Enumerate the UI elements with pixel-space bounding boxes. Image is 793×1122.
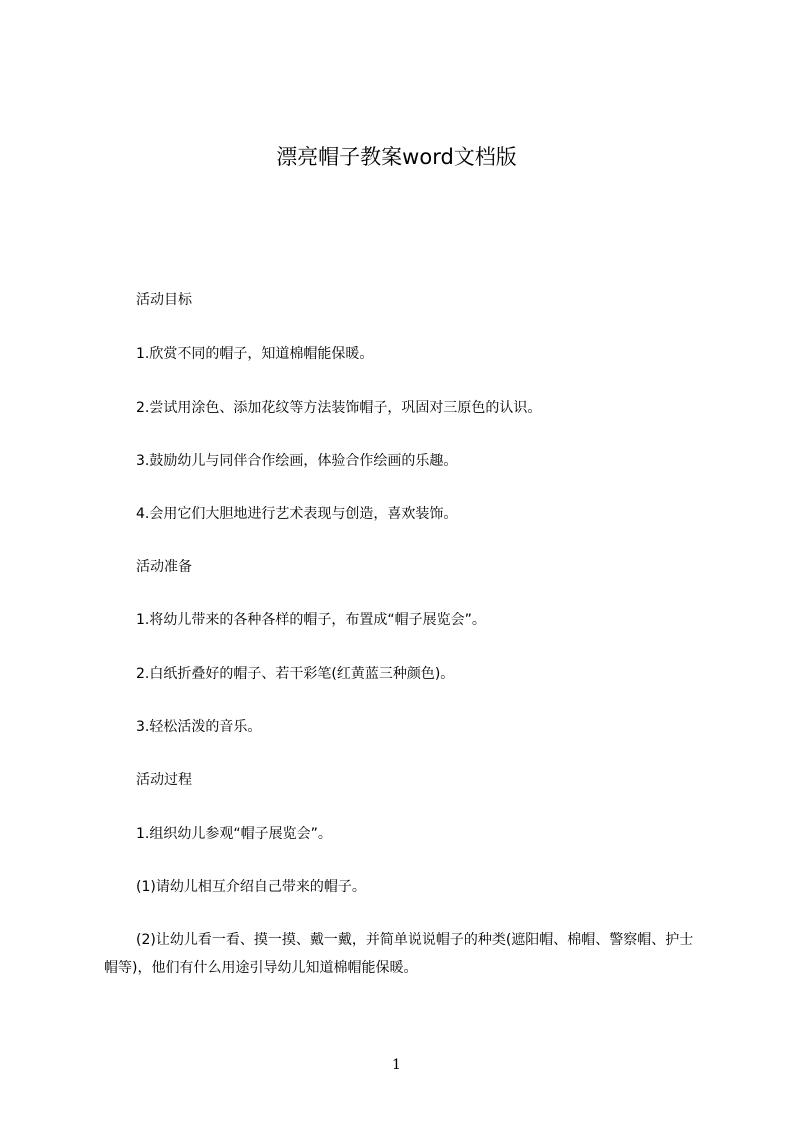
paragraph: (2)让幼儿看一看、摸一摸、戴一戴，并简单说说帽子的种类(遮阳帽、棉帽、警察帽、护士帽等)，他们有什么用途引导幼儿知道棉帽能保暖。 (104, 932, 694, 976)
section-heading-preparation: 活动准备 (136, 559, 192, 575)
paragraph: (1)请幼儿相互介绍自己带来的帽子。 (136, 879, 366, 895)
paragraph: 1.将幼儿带来的各种各样的帽子，布置成“帽子展览会”。 (136, 612, 486, 628)
paragraph: 3.轻松活泼的音乐。 (136, 719, 262, 735)
document-title: 漂亮帽子教案word文档版 (276, 145, 517, 169)
paragraph: 2.尝试用涂色、添加花纹等方法装饰帽子，巩固对三原色的认识。 (136, 400, 542, 416)
page-number: 1 (392, 1057, 401, 1073)
paragraph: 3.鼓励幼儿与同伴合作绘画，体验合作绘画的乐趣。 (136, 453, 458, 469)
paragraph: 1.组织幼儿参观“帽子展览会”。 (136, 826, 332, 842)
section-heading-goals: 活动目标 (136, 292, 192, 308)
paragraph: 2.白纸折叠好的帽子、若干彩笔(红黄蓝三种颜色)。 (136, 666, 455, 682)
paragraph: 4.会用它们大胆地进行艺术表现与创造，喜欢装饰。 (136, 506, 458, 522)
paragraph: 1.欣赏不同的帽子，知道棉帽能保暖。 (136, 346, 374, 362)
section-heading-process: 活动过程 (136, 772, 192, 788)
